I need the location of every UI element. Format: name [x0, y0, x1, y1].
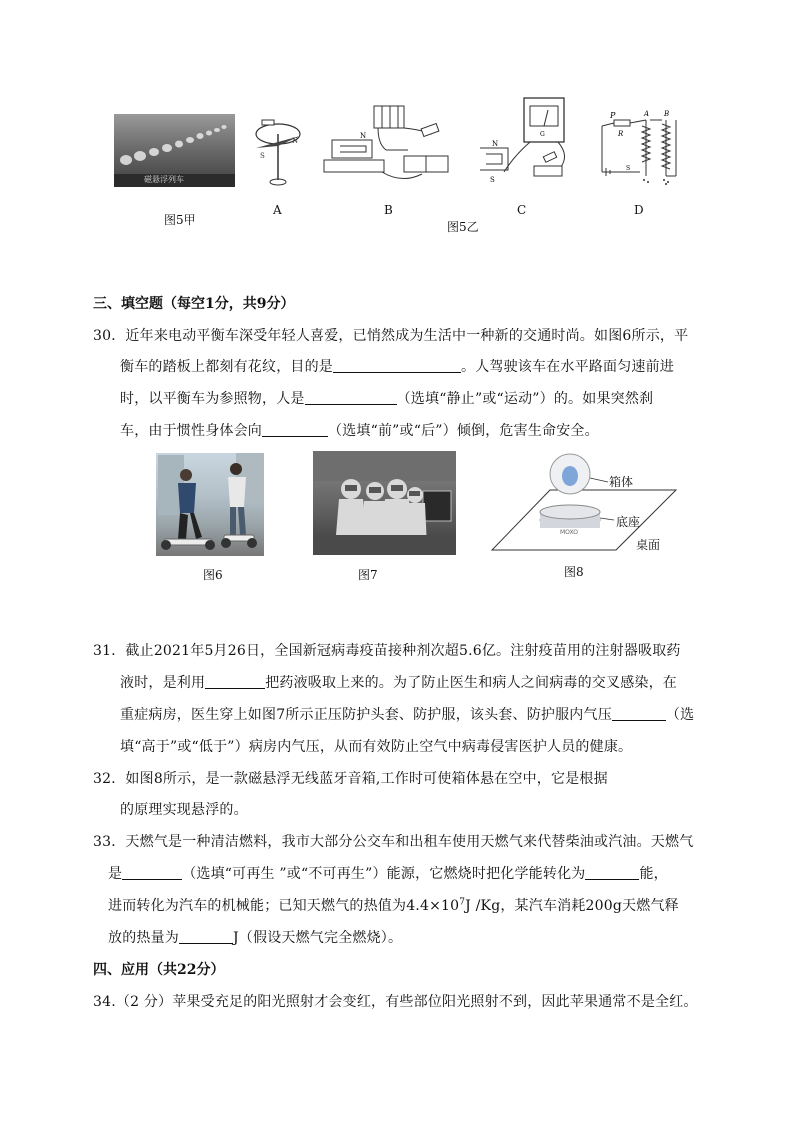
svg-text:N: N: [360, 132, 367, 140]
figure-8-caption: 图8: [564, 565, 584, 579]
option-b-label: B: [384, 203, 393, 217]
q30-blank-1: [333, 358, 461, 373]
maglev-photo-caption: 磁悬浮列车: [144, 175, 184, 184]
svg-text:S: S: [490, 176, 495, 184]
q33-line-1: 33．天燃气是一种清洁燃料，我市大部分公交车和出租车使用天燃气来代替柴油或汽油。天燃气: [93, 834, 694, 850]
q32-line-1: 32．如图8所示，是一款磁悬浮无线蓝牙音箱,工作时可使箱体悬在空中，它是根据: [93, 771, 608, 787]
section-4-title: 四、应用（共22分）: [93, 962, 225, 978]
option-d-diagram: [592, 106, 682, 190]
svg-text:R: R: [618, 130, 624, 138]
q30-line-3: [120, 388, 653, 408]
q30-line-3-text-a: 时，以平衡车为参照物，人是: [120, 391, 305, 407]
figure-5b-caption: 图5乙: [447, 220, 479, 234]
q30-line-2: [120, 356, 674, 376]
q31-line-3-text-a: 重症病房，医生穿上如图7所示正压防护头套、防护服，该头套、防护服内气压: [120, 707, 612, 723]
q33-line-4: [108, 927, 402, 947]
figure-8-label-base: 底座: [616, 515, 641, 529]
q33-line-3: [108, 895, 679, 915]
q33-line-4-text-a: 放的热量为: [108, 930, 179, 946]
q33-blank-3: [179, 929, 233, 944]
q33-line-2-text-c: 能，: [639, 866, 668, 882]
option-d-label: D: [634, 203, 644, 217]
balance-scooter-riders-illustration: [156, 453, 264, 556]
section-3-title: 三、填空题（每空1分，共9分）: [93, 296, 295, 312]
q30-line-4: [120, 420, 599, 440]
q30-line-3-text-b: （选填“静止”或“运动”）的。如果突然刹: [396, 391, 654, 407]
svg-text:P: P: [610, 111, 616, 120]
svg-text:S: S: [626, 165, 631, 172]
q33-exponent: 7: [459, 897, 466, 908]
option-a-label: A: [273, 203, 282, 217]
q31-blank-2: [612, 706, 666, 721]
q31-line-3-text-b: （选: [665, 707, 695, 723]
option-c-label: C: [517, 203, 527, 217]
figure-5a-caption: 图5甲: [164, 213, 196, 227]
q30-blank-2: [305, 390, 397, 405]
q33-blank-1: [122, 865, 182, 880]
q31-line-2-text-b: 把药液吸取上来的。为了防止医生和病人之间病毒的交叉感染，在: [265, 675, 678, 691]
q34-line-1: 34.（2 分）苹果受充足的阳光照射才会变红，有些部位阳光照射不到，因此苹果通常不是全红。: [93, 994, 698, 1010]
option-b-diagram: [322, 100, 456, 184]
q31-line-2: [120, 672, 677, 692]
q33-line-2-text-a: 是: [108, 866, 123, 882]
q30-line-2-text-b: 。人驾驶该车在水平路面匀速前进: [461, 359, 674, 375]
q33-line-4-text-b: J（假设天燃气完全燃烧）。: [233, 930, 403, 946]
svg-text:N: N: [292, 137, 299, 145]
q31-line-2-text-a: 液时，是利用: [120, 675, 206, 691]
q30-line-1: 30．近年来电动平衡车深受年轻人喜爱，已悄然成为生活中一种新的交通时尚。如图6所示，平: [93, 328, 689, 344]
q31-line-4: 填“高于”或“低于”）病房内气压，从而有效防止空气中病毒侵害医护人员的健康。: [120, 739, 633, 755]
figure-5a-maglev-photo: [114, 114, 235, 187]
svg-text:N: N: [492, 140, 499, 148]
figure-6-caption: 图6: [203, 568, 223, 582]
q30-line-2-text-a: 衡车的踏板上都刻有花纹，目的是: [120, 359, 333, 375]
figure-8-label-table: 桌面: [636, 538, 661, 552]
q32-line-2: 的原理实现悬浮的。: [120, 802, 248, 818]
q31-line-1: 31．截止2021年5月26日，全国新冠病毒疫苗接种剂次超5.6亿。注射疫苗用的注射器吸取药: [93, 643, 681, 659]
q30-blank-3: [262, 422, 328, 437]
q30-line-4-text-b: （选填“前”或“后”）倾倒，危害生命安全。: [328, 423, 599, 439]
figure-8-brand-text: MOXO: [560, 529, 578, 536]
q30-line-4-text-a: 车，由于惯性身体会向: [120, 423, 262, 439]
figure-7-caption: 图7: [358, 568, 378, 582]
q33-line-3-text-a: 进而转化为汽车的机械能；已知天燃气的热值为4.4×10: [108, 898, 460, 914]
svg-text:G: G: [540, 131, 545, 138]
q33-line-2: [108, 863, 668, 883]
q33-blank-2: [585, 865, 639, 880]
q31-line-3: [120, 704, 694, 724]
q33-line-3-text-b: J /Kg，某汽车消耗200g天燃气释: [465, 898, 679, 914]
figure-7-photo: [313, 451, 456, 555]
svg-text:B: B: [664, 110, 670, 118]
option-a-diagram: [248, 110, 308, 192]
figure-8-label-box: 箱体: [609, 475, 634, 489]
figure-6-photo: [156, 453, 264, 556]
q31-blank-1: [205, 674, 265, 689]
svg-text:S: S: [260, 152, 265, 160]
q33-line-2-text-b: （选填“可再生 ”或“不可再生”）能源，它燃烧时把化学能转化为: [182, 866, 586, 882]
option-c-diagram: [474, 96, 574, 188]
medical-staff-protective-suits-illustration: [313, 451, 456, 555]
svg-text:A: A: [644, 110, 650, 118]
